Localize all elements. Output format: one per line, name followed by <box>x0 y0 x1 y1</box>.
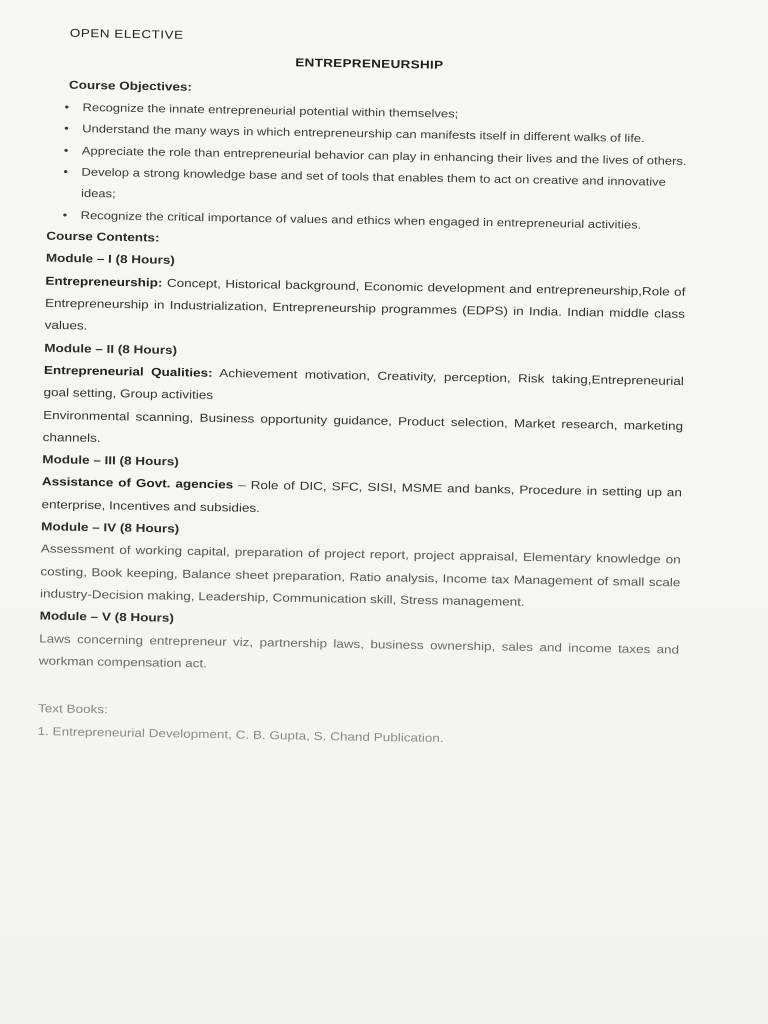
course-title: ENTREPRENEURSHIP <box>295 56 444 72</box>
objective-item: • Understand the many ways in which entrepreneurship can manifests itself in different walks of life. <box>64 118 688 150</box>
objective-item: • Appreciate the role than entrepreneurial behavior can play in enhancing their lives and the lives of others. <box>64 139 688 171</box>
module-5-heading: Module – V (8 Hours) <box>39 609 174 625</box>
document-page <box>37 22 689 754</box>
module-1-heading: Module – I (8 Hours) <box>45 251 175 267</box>
objective-item: • Recognize the critical importance of values and ethics when engaged in entrepreneurial activities. <box>62 204 686 236</box>
module-2-lead: Entrepreneurial Qualities: <box>43 363 213 380</box>
module-2-extra: Environmental scanning, Business opportunity guidance, Product selection, Market research, marketing channels. <box>42 408 684 445</box>
text-book-item: 1. Entrepreneurial Development, C. B. Gupta, S. Chand Publication. <box>37 724 444 745</box>
elective-label: OPEN ELECTIVE <box>69 26 184 42</box>
module-4-heading: Module – IV (8 Hours) <box>41 520 180 536</box>
module-3-body: – Role of DIC, SFC, SISI, MSME and banks, Procedure in setting up an enterprise, Incentives and subsidies. <box>41 478 683 515</box>
contents-heading: Course Contents: <box>46 229 160 245</box>
module-2-heading: Module – II (8 Hours) <box>44 341 178 357</box>
module-1-text <box>45 270 686 348</box>
module-3-heading: Module – III (8 Hours) <box>42 452 179 469</box>
text-books-heading: Text Books: <box>37 702 108 717</box>
module-5-text: Laws concerning entrepreneur viz, partnership laws, business ownership, sales and income taxes and workman compensation act. <box>38 631 680 670</box>
module-1-lead: Entrepreneurship: <box>45 274 163 289</box>
objective-item: • Develop a strong knowledge base and set of tools that enables them to act on creative and innovative ideas; <box>63 161 688 215</box>
module-2-body: Achievement motivation, Creativity, perception, Risk taking,Entrepreneurial goal setting, Group activities <box>43 366 684 402</box>
objective-item: • Recognize the innate entrepreneurial potential within themselves; <box>64 96 688 128</box>
objectives-list <box>46 96 688 236</box>
module-1-body: Concept, Historical background, Economic development and entrepreneurship,Role of Entrepreneurship in Industrialization, Entrepreneurship programmes (EDPS) in India. Indian middle class values. <box>44 276 686 333</box>
module-4-text: Assessment of working capital, preparation of project report, project appraisal, Elementary knowledge on costing, Book keeping, Balance sheet preparation, Ratio analysis, Income tax Management of small scale industry-Decision making, Leadership, Communication skill, Stress management. <box>39 542 681 609</box>
module-3-lead: Assistance of Govt. agencies <box>41 475 234 492</box>
objectives-heading: Course Objectives: <box>68 78 193 94</box>
